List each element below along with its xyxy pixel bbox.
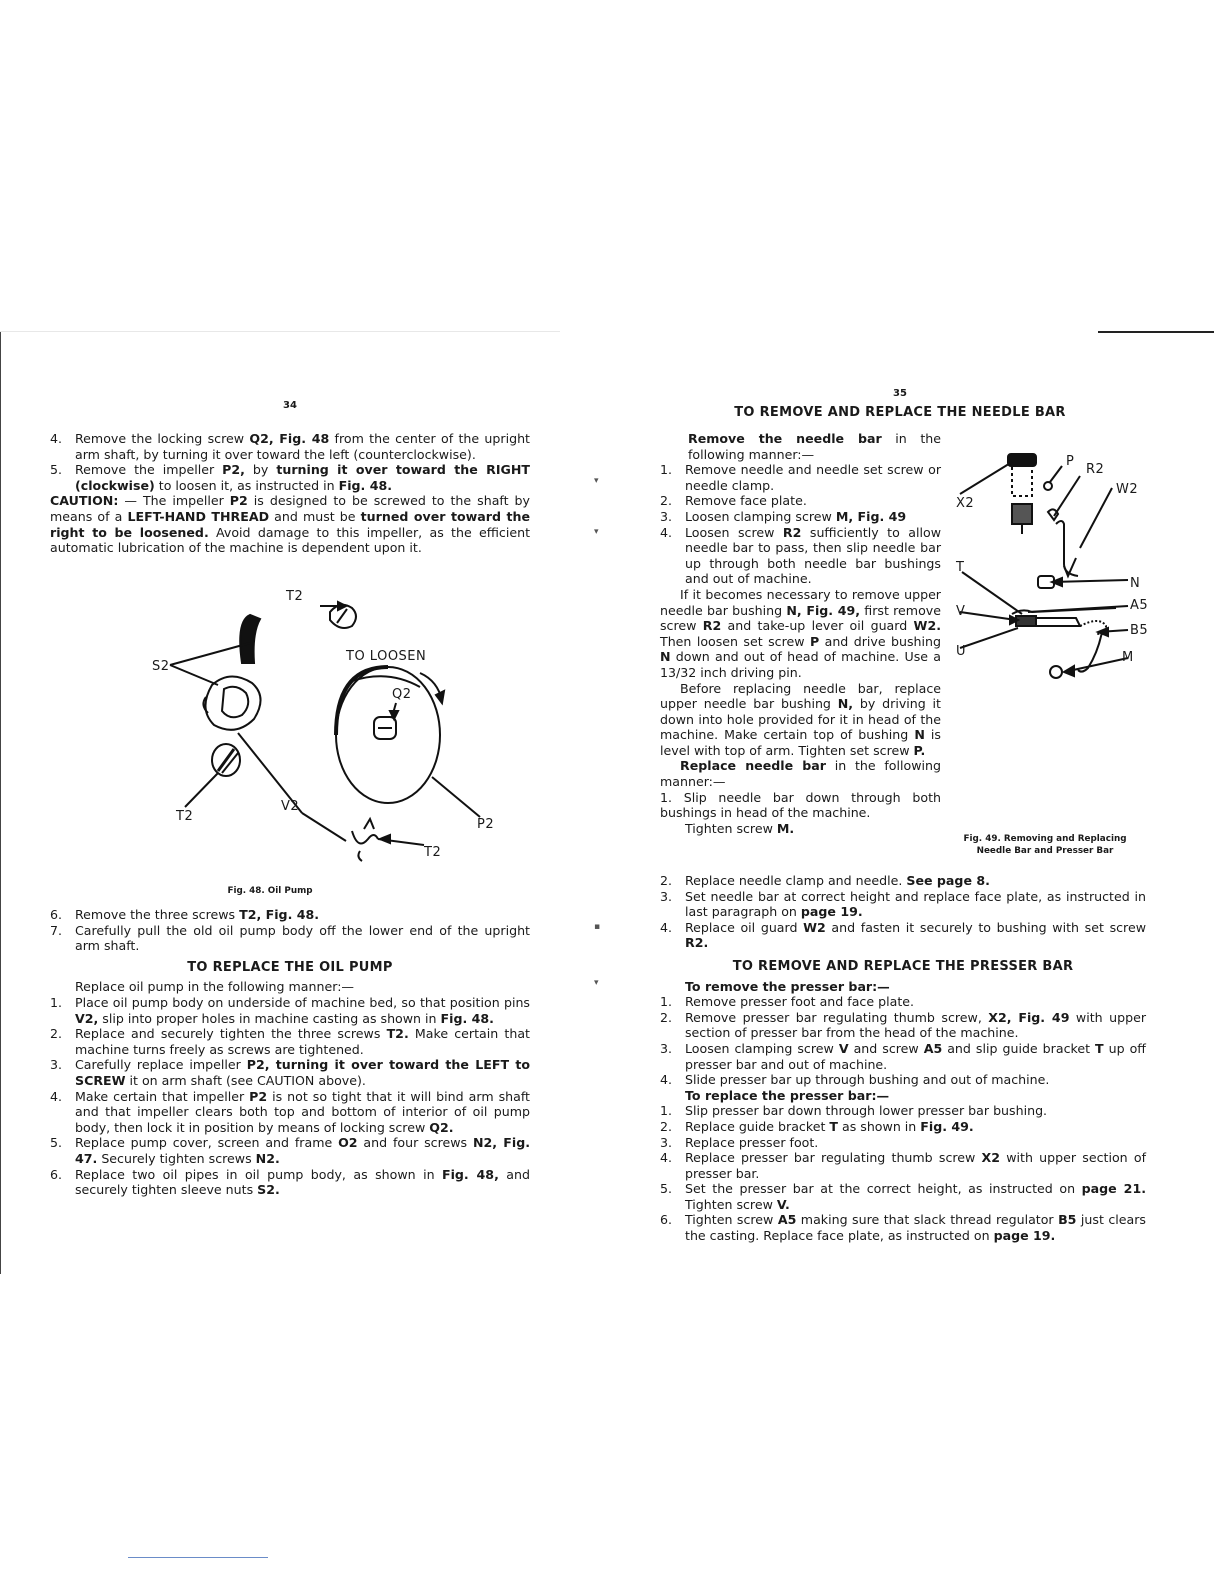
list-number: 4. <box>660 1150 673 1166</box>
fig49-label-b5: B5 <box>1130 623 1149 638</box>
thumb-screw-x2 <box>1008 454 1036 466</box>
fig49-label-p: P <box>1066 454 1075 469</box>
leader-p <box>1050 466 1062 482</box>
list-text: Make certain that impeller P2 is not so tight that it will bind arm shaft and that impeller clears both top and bottom of interior of oil pump body, then lock it in position by means of locking screw Q2. <box>75 1088 530 1135</box>
fig49-label-v: V <box>956 604 966 619</box>
list-number: 3. <box>660 1040 673 1056</box>
presser-replace-step <box>660 1150 1146 1181</box>
presser-remove-step <box>660 994 1146 1010</box>
presser-remove-step <box>660 1010 1146 1041</box>
fig49-needle-presser <box>952 448 1157 688</box>
replace-intro: Replace oil pump in the following manner:— <box>75 979 355 995</box>
list-text: Loosen clamping screw M, Fig. 49 <box>685 508 907 524</box>
list-number: 2. <box>660 873 673 888</box>
leader-s2-b <box>170 665 218 685</box>
fig48-caption: Fig. 48. Oil Pump <box>227 886 313 896</box>
list-number: 4. <box>50 431 63 446</box>
list-text: Tighten screw A5 making sure that slack thread regulator B5 just clears the casting. Replace face plate, as instructed on page 19. <box>685 1212 1146 1244</box>
removal-step <box>50 462 530 493</box>
needle-replace-step <box>660 889 1146 920</box>
fig48-label-t2-bottom: T2 <box>424 845 442 860</box>
fig49-caption-line2: Needle Bar and Presser Bar <box>976 846 1114 856</box>
leader-n <box>1052 580 1128 582</box>
list-text: Place oil pump body on underside of machine bed, so that position pins V2, slip into proper holes in machine casting as shown in Fig. 48. <box>75 994 530 1026</box>
list-number: 1. <box>660 1103 673 1119</box>
list-number: 6. <box>50 1166 63 1182</box>
fig48-label-q2: Q2 <box>392 687 412 702</box>
list-number: 5. <box>50 1135 63 1151</box>
needle-wide-column <box>660 873 1146 1244</box>
fig48-label-t2-left: T2 <box>176 809 194 824</box>
list-number: 1. <box>660 462 673 478</box>
list-number: 4. <box>50 1088 63 1104</box>
replace-oil-pump-step <box>50 1135 530 1166</box>
clamp-v <box>1016 616 1036 626</box>
presser-replace-step <box>660 1135 1146 1151</box>
list-text: Replace presser foot. <box>685 1134 819 1150</box>
before-paragraph: Before replacing needle bar, replace upper needle bar bushing N, by driving it down into hole provided for it in head of the machine. Make certain top of bushing N is level with top of arm. Tighten set screw P. <box>660 680 941 758</box>
list-number: 3. <box>660 508 673 524</box>
presser-remove-step <box>660 1041 1146 1072</box>
fig48-label-s2: S2 <box>152 659 170 674</box>
fig48-label-to-loosen: TO LOOSEN <box>346 649 427 664</box>
list-text: Loosen clamping screw V and screw A5 and slip guide bracket T up off presser bar and out of machine. <box>685 1040 1146 1072</box>
fig49-label-n: N <box>1130 576 1141 591</box>
leader-s2-a <box>170 643 250 665</box>
bottom-link-rule <box>128 1557 268 1558</box>
leader-x2 <box>960 462 1012 494</box>
list-text: Loosen screw R2 sufficiently to allow needle bar to pass, then slip needle bar up through both needle bar bushings and out of machine. <box>685 524 941 587</box>
list-number: 7. <box>50 922 63 938</box>
leader-v2-b <box>302 813 346 841</box>
list-number: 6. <box>50 907 63 922</box>
presser-replace-label: To replace the presser bar:— <box>685 1087 890 1103</box>
leader-u <box>960 628 1018 648</box>
list-text: Remove needle and needle set screw or needle clamp. <box>685 462 941 493</box>
presser-remove-label: To remove the presser bar:— <box>685 978 890 994</box>
list-number: 1. <box>660 994 673 1010</box>
leader-v <box>960 612 1016 620</box>
list-text: Remove presser bar regulating thumb screw, X2, Fig. 49 with upper section of presser bar from the head of the machine. <box>685 1009 1146 1041</box>
list-text: Replace oil guard W2 and fasten it securely to bushing with set screw R2. <box>685 919 1146 951</box>
heading-replace-oil-pump: TO REPLACE THE OIL PUMP <box>187 959 393 975</box>
leader-w2 <box>1080 488 1112 548</box>
fig49-caption-line1: Fig. 49. Removing and Replacing <box>963 834 1127 844</box>
pump-disk <box>336 667 440 803</box>
left-page-edge <box>0 332 1 1274</box>
left-bottom-text <box>50 907 530 1198</box>
list-text: Set needle bar at correct height and replace face plate, as instructed in last paragraph on page 19. <box>685 888 1146 920</box>
fig49-label-m: M <box>1122 650 1134 665</box>
margin-mark: ▾ <box>594 527 599 537</box>
needle-intro: Remove the needle bar in the following manner:— <box>688 431 942 462</box>
list-text: Remove the three screws T2, Fig. 48. <box>75 907 320 922</box>
fig48-label-t2-top: T2 <box>286 589 304 604</box>
list-text: Replace two oil pipes in oil pump body, as shown in Fig. 48, and securely tighten sleeve nuts S2. <box>75 1166 530 1198</box>
presser-replace-step <box>660 1181 1146 1212</box>
needle-remove-step <box>660 493 941 509</box>
replace-oil-pump-step <box>50 1089 530 1136</box>
needle-remove-step <box>660 509 941 525</box>
list-number: 3. <box>660 1134 673 1150</box>
needle-narrow-column <box>660 431 941 836</box>
bushing-paragraph: If it becomes necessary to remove upper needle bar bushing N, Fig. 49, first remove screw R2 and take-up lever oil guard W2. Then loosen set screw P and drive bushing N down and out of head of machine. Use a 13/32 inch driving pin. <box>660 586 941 680</box>
needle-remove-step <box>660 525 941 587</box>
sleeve-nut <box>205 676 260 729</box>
list-text: Slide presser bar up through bushing and out of machine. <box>685 1072 1050 1088</box>
removal-step <box>50 907 530 923</box>
leader-t2-left <box>185 773 218 807</box>
fig48-label-p2: P2 <box>477 817 495 832</box>
replace-oil-pump-step <box>50 995 530 1026</box>
left-page-top-border <box>0 331 560 332</box>
list-number: 6. <box>660 1212 673 1228</box>
list-text: Carefully pull the old oil pump body off the lower end of the upright arm shaft. <box>75 922 530 954</box>
replace-needle-intro: Replace needle bar in the following manner:— <box>660 758 941 790</box>
list-text: Slip presser bar down through lower presser bar bushing. <box>685 1103 1048 1119</box>
caution-paragraph: CAUTION: — The impeller P2 is designed to be screwed to the shaft by means of a LEFT-HAND THREAD and must be turned over toward the right to be loosened. Avoid damage to this impeller, as the efficient automatic lubrication of the machine is dependent upon it. <box>50 493 531 556</box>
replace-step-1: 1. Slip needle bar down through both bushings in head of the machine. <box>660 789 941 821</box>
replace-oil-pump-step <box>50 1167 530 1198</box>
fig48-drawing <box>140 585 520 865</box>
fig49-label-w2: W2 <box>1116 482 1139 497</box>
list-number: 5. <box>50 462 63 478</box>
list-text: Replace needle clamp and needle. See page 8. <box>685 873 990 888</box>
list-number: 2. <box>660 1009 673 1025</box>
fig49-label-u: U <box>956 644 967 659</box>
replace-step-1-cont: Tighten screw M. <box>685 820 795 836</box>
needle-remove-step <box>660 462 941 493</box>
presser-replace-step <box>660 1212 1146 1243</box>
list-text: Carefully replace impeller P2, turning it over toward the LEFT to SCREW it on arm shaft (see CAUTION above). <box>75 1057 530 1088</box>
heading-needle-bar: TO REMOVE AND REPLACE THE NEEDLE BAR <box>734 405 1066 420</box>
fig49-label-r2: R2 <box>1086 462 1105 477</box>
removal-step <box>50 431 530 462</box>
margin-mark: ▪ <box>594 922 601 932</box>
right-page-top-rule <box>1098 331 1214 333</box>
fig49-label-x2: X2 <box>956 496 975 511</box>
list-text: Remove presser foot and face plate. <box>685 994 915 1010</box>
screw-t2-bottom <box>352 831 378 844</box>
list-number: 4. <box>660 524 673 540</box>
list-text: Replace presser bar regulating thumb screw X2 with upper section of presser bar. <box>685 1150 1146 1181</box>
list-number: 3. <box>660 888 673 904</box>
needle-replace-step <box>660 920 1146 951</box>
oil-pipe <box>240 615 260 663</box>
list-number: 4. <box>660 1072 673 1088</box>
margin-mark: ▾ <box>594 978 599 988</box>
list-number: 2. <box>660 1118 673 1134</box>
list-text: Remove face plate. <box>685 493 807 509</box>
leader-t <box>962 572 1022 614</box>
replace-oil-pump-step <box>50 1057 530 1088</box>
left-top-text <box>50 431 530 556</box>
replace-oil-pump-step <box>50 1026 530 1057</box>
list-number: 5. <box>660 1181 673 1197</box>
fig49-label-t: T <box>956 560 965 575</box>
fig48-label-v2: V2 <box>281 799 300 814</box>
list-text: Set the presser bar at the correct height, as instructed on page 21. Tighten screw V. <box>685 1181 1146 1212</box>
fig49-caption <box>950 833 1140 857</box>
list-text: Replace and securely tighten the three screws T2. Make certain that machine turns freely as screws are tightened. <box>75 1026 530 1057</box>
removal-step <box>50 923 530 954</box>
presser-remove-step <box>660 1072 1146 1088</box>
list-number: 1. <box>50 994 63 1010</box>
leader-r2 <box>1054 476 1080 516</box>
leader-p2 <box>432 777 480 817</box>
screw-m <box>1050 666 1062 678</box>
list-number: 2. <box>660 493 673 509</box>
fig48-oil-pump <box>140 585 520 865</box>
presser-replace-step <box>660 1103 1146 1119</box>
presser-replace-step <box>660 1119 1146 1135</box>
page-number-left: 34 <box>283 400 297 411</box>
list-number: 2. <box>50 1026 63 1042</box>
list-number: 4. <box>660 919 673 935</box>
page-number-right: 35 <box>893 388 907 399</box>
margin-mark: ▾ <box>594 476 599 486</box>
needle-replace-step <box>660 873 1146 889</box>
list-text: Replace pump cover, screen and frame O2 and four screws N2, Fig. 47. Securely tighten screws N2. <box>75 1135 530 1166</box>
fig49-label-a5: A5 <box>1130 598 1149 613</box>
list-text: Remove the locking screw Q2, Fig. 48 from the center of the upright arm shaft, by turning it over toward the left (counterclockwise). <box>75 431 530 462</box>
heading-presser-bar: TO REMOVE AND REPLACE THE PRESSER BAR <box>732 958 1074 974</box>
list-number: 3. <box>50 1057 63 1073</box>
list-text: Remove the impeller P2, by turning it over toward the RIGHT (clockwise) to loosen it, as instructed in Fig. 48. <box>75 462 530 493</box>
list-text: Replace guide bracket T as shown in Fig. 49. <box>685 1118 974 1134</box>
